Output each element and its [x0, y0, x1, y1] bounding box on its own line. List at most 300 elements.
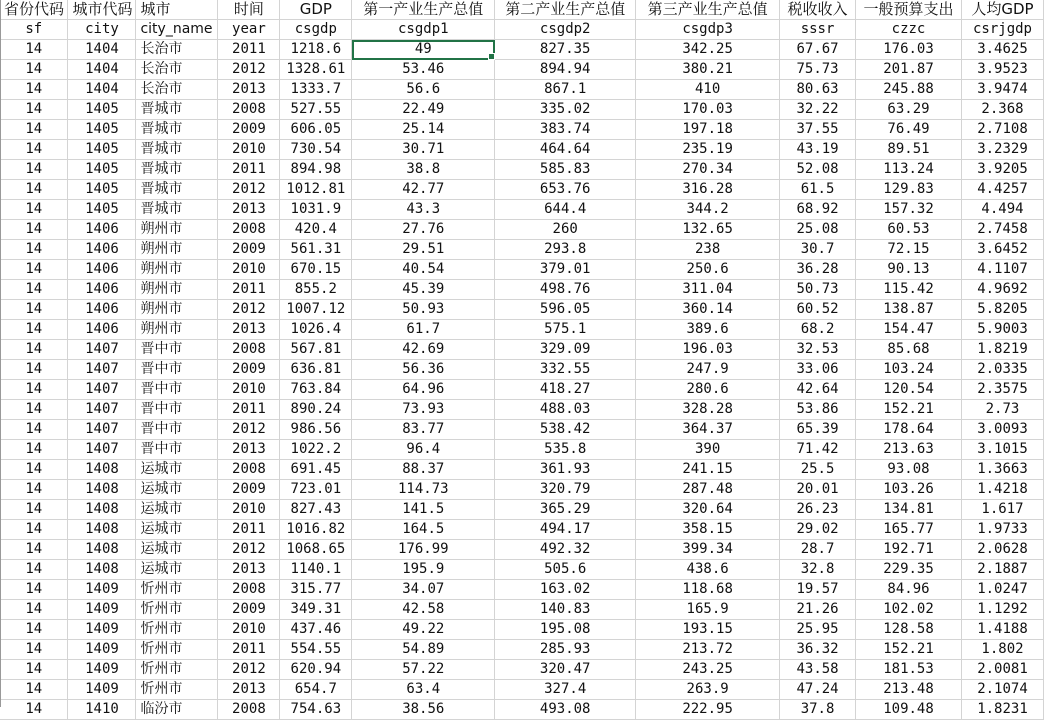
cell[interactable]: 1.4218	[961, 480, 1043, 500]
cell[interactable]: 335.02	[495, 100, 636, 120]
cell[interactable]: 61.5	[780, 180, 856, 200]
cell[interactable]: 361.93	[495, 460, 636, 480]
cell[interactable]: 晋城市	[136, 200, 218, 220]
cell[interactable]: 14	[0, 200, 68, 220]
cell[interactable]: 241.15	[636, 460, 780, 480]
cell[interactable]: 晋中市	[136, 340, 218, 360]
cell[interactable]: 134.81	[856, 500, 962, 520]
cell[interactable]: 53.46	[352, 60, 495, 80]
cell[interactable]: 73.93	[352, 400, 495, 420]
cell[interactable]: 52.08	[780, 160, 856, 180]
cell[interactable]: 195.9	[352, 560, 495, 580]
cell[interactable]: 晋城市	[136, 180, 218, 200]
cell[interactable]: 1407	[68, 420, 136, 440]
cell[interactable]: 56.6	[352, 80, 495, 100]
cell[interactable]: 827.43	[280, 500, 352, 520]
cell[interactable]: 316.28	[636, 180, 780, 200]
cell[interactable]: 36.32	[780, 640, 856, 660]
cell[interactable]: 120.54	[856, 380, 962, 400]
cell[interactable]: 2013	[218, 560, 280, 580]
cell[interactable]: 14	[0, 380, 68, 400]
cell[interactable]: 527.55	[280, 100, 352, 120]
cell[interactable]: 115.42	[856, 280, 962, 300]
cell[interactable]: 1408	[68, 460, 136, 480]
cell[interactable]: 554.55	[280, 640, 352, 660]
cell[interactable]: 103.24	[856, 360, 962, 380]
cell[interactable]: 88.37	[352, 460, 495, 480]
cell[interactable]: 670.15	[280, 260, 352, 280]
cell[interactable]: 运城市	[136, 560, 218, 580]
cell[interactable]: 14	[0, 240, 68, 260]
cell[interactable]: 50.73	[780, 280, 856, 300]
cell[interactable]: 14	[0, 560, 68, 580]
cell[interactable]: 730.54	[280, 140, 352, 160]
cell[interactable]: 1.3663	[961, 460, 1043, 480]
cell[interactable]: 40.54	[352, 260, 495, 280]
cell[interactable]: 358.15	[636, 520, 780, 540]
cell[interactable]: 61.7	[352, 320, 495, 340]
cell[interactable]: 60.53	[856, 220, 962, 240]
cell[interactable]: 42.77	[352, 180, 495, 200]
field-name-cell[interactable]: city	[68, 20, 136, 40]
cell[interactable]: 1333.7	[280, 80, 352, 100]
cell[interactable]: 691.45	[280, 460, 352, 480]
cell[interactable]: 63.29	[856, 100, 962, 120]
cell[interactable]: 14	[0, 480, 68, 500]
cell[interactable]: 855.2	[280, 280, 352, 300]
cell[interactable]: 1.8231	[961, 700, 1043, 720]
cell[interactable]: 754.63	[280, 700, 352, 720]
cell[interactable]: 20.01	[780, 480, 856, 500]
cell[interactable]: 2012	[218, 420, 280, 440]
cell[interactable]: 213.48	[856, 680, 962, 700]
cell[interactable]: 65.39	[780, 420, 856, 440]
cell[interactable]: 晋城市	[136, 100, 218, 120]
cell[interactable]: 14	[0, 440, 68, 460]
cell[interactable]: 1405	[68, 100, 136, 120]
cell[interactable]: 14	[0, 540, 68, 560]
cell[interactable]: 1406	[68, 260, 136, 280]
cell[interactable]: 1409	[68, 660, 136, 680]
cell[interactable]: 14	[0, 600, 68, 620]
cell[interactable]: 213.72	[636, 640, 780, 660]
cell[interactable]: 654.7	[280, 680, 352, 700]
column-header[interactable]: 时间	[218, 0, 280, 20]
cell[interactable]: 596.05	[495, 300, 636, 320]
cell[interactable]: 47.24	[780, 680, 856, 700]
cell[interactable]: 5.9003	[961, 320, 1043, 340]
cell[interactable]: 1407	[68, 340, 136, 360]
cell[interactable]: 晋中市	[136, 440, 218, 460]
cell[interactable]: 1409	[68, 600, 136, 620]
cell[interactable]: 32.8	[780, 560, 856, 580]
cell[interactable]: 196.03	[636, 340, 780, 360]
cell[interactable]: 晋城市	[136, 160, 218, 180]
cell[interactable]: 2.0081	[961, 660, 1043, 680]
cell[interactable]: 34.07	[352, 580, 495, 600]
cell[interactable]: 运城市	[136, 520, 218, 540]
cell[interactable]: 72.15	[856, 240, 962, 260]
cell[interactable]: 164.5	[352, 520, 495, 540]
cell[interactable]: 2009	[218, 480, 280, 500]
cell[interactable]: 运城市	[136, 500, 218, 520]
cell[interactable]: 长治市	[136, 40, 218, 60]
cell[interactable]: 890.24	[280, 400, 352, 420]
cell[interactable]: 1408	[68, 500, 136, 520]
cell[interactable]: 晋城市	[136, 140, 218, 160]
field-name-cell[interactable]: csgdp2	[495, 20, 636, 40]
cell[interactable]: 14	[0, 420, 68, 440]
field-name-cell[interactable]: csgdp3	[636, 20, 780, 40]
cell[interactable]: 19.57	[780, 580, 856, 600]
cell[interactable]: 68.2	[780, 320, 856, 340]
cell[interactable]: 437.46	[280, 620, 352, 640]
cell[interactable]: 4.4257	[961, 180, 1043, 200]
cell[interactable]: 1406	[68, 300, 136, 320]
cell[interactable]: 1140.1	[280, 560, 352, 580]
cell[interactable]: 84.96	[856, 580, 962, 600]
cell[interactable]: 96.4	[352, 440, 495, 460]
column-header[interactable]: 税收收入	[780, 0, 856, 20]
cell[interactable]: 320.47	[495, 660, 636, 680]
cell[interactable]: 1.0247	[961, 580, 1043, 600]
cell[interactable]: 63.4	[352, 680, 495, 700]
cell[interactable]: 2012	[218, 540, 280, 560]
cell[interactable]: 390	[636, 440, 780, 460]
cell[interactable]: 45.39	[352, 280, 495, 300]
cell[interactable]: 1408	[68, 520, 136, 540]
cell[interactable]: 328.28	[636, 400, 780, 420]
cell[interactable]: 420.4	[280, 220, 352, 240]
field-name-cell[interactable]: czzc	[856, 20, 962, 40]
cell[interactable]: 14	[0, 520, 68, 540]
cell[interactable]: 644.4	[495, 200, 636, 220]
cell[interactable]: 忻州市	[136, 620, 218, 640]
cell[interactable]: 2009	[218, 120, 280, 140]
cell[interactable]: 长治市	[136, 80, 218, 100]
cell[interactable]: 71.42	[780, 440, 856, 460]
cell[interactable]: 晋中市	[136, 420, 218, 440]
cell[interactable]: 235.19	[636, 140, 780, 160]
cell[interactable]: 2011	[218, 400, 280, 420]
cell[interactable]: 晋城市	[136, 120, 218, 140]
cell[interactable]: 2.1887	[961, 560, 1043, 580]
cell[interactable]: 朔州市	[136, 320, 218, 340]
cell[interactable]: 247.9	[636, 360, 780, 380]
cell[interactable]: 朔州市	[136, 220, 218, 240]
cell[interactable]: 260	[495, 220, 636, 240]
cell[interactable]: 忻州市	[136, 580, 218, 600]
cell[interactable]: 380.21	[636, 60, 780, 80]
cell[interactable]: 493.08	[495, 700, 636, 720]
cell[interactable]: 2012	[218, 660, 280, 680]
cell[interactable]: 364.37	[636, 420, 780, 440]
cell[interactable]: 43.3	[352, 200, 495, 220]
cell[interactable]: 438.6	[636, 560, 780, 580]
cell[interactable]: 56.36	[352, 360, 495, 380]
cell[interactable]: 140.83	[495, 600, 636, 620]
cell[interactable]: 181.53	[856, 660, 962, 680]
cell[interactable]: 2011	[218, 160, 280, 180]
cell[interactable]: 488.03	[495, 400, 636, 420]
cell[interactable]: 运城市	[136, 540, 218, 560]
cell[interactable]: 26.23	[780, 500, 856, 520]
cell[interactable]: 327.4	[495, 680, 636, 700]
cell[interactable]: 29.02	[780, 520, 856, 540]
cell[interactable]: 1026.4	[280, 320, 352, 340]
cell[interactable]: 176.99	[352, 540, 495, 560]
cell[interactable]: 30.71	[352, 140, 495, 160]
cell[interactable]: 3.2329	[961, 140, 1043, 160]
cell[interactable]: 3.6452	[961, 240, 1043, 260]
cell[interactable]: 14	[0, 460, 68, 480]
cell[interactable]: 42.69	[352, 340, 495, 360]
cell[interactable]: 89.51	[856, 140, 962, 160]
cell[interactable]: 243.25	[636, 660, 780, 680]
cell[interactable]: 1409	[68, 580, 136, 600]
cell[interactable]: 68.92	[780, 200, 856, 220]
cell[interactable]: 14	[0, 140, 68, 160]
field-name-cell[interactable]: csgdp1	[352, 20, 495, 40]
cell[interactable]: 14	[0, 660, 68, 680]
cell[interactable]: 5.8205	[961, 300, 1043, 320]
cell[interactable]: 1328.61	[280, 60, 352, 80]
cell[interactable]: 朔州市	[136, 280, 218, 300]
cell[interactable]: 360.14	[636, 300, 780, 320]
cell[interactable]: 14	[0, 640, 68, 660]
cell[interactable]: 2008	[218, 580, 280, 600]
cell[interactable]: 42.58	[352, 600, 495, 620]
cell[interactable]: 178.64	[856, 420, 962, 440]
cell[interactable]: 2.3575	[961, 380, 1043, 400]
cell[interactable]: 1.617	[961, 500, 1043, 520]
cell[interactable]: 14	[0, 320, 68, 340]
cell[interactable]: 349.31	[280, 600, 352, 620]
cell[interactable]: 14	[0, 60, 68, 80]
cell[interactable]: 636.81	[280, 360, 352, 380]
cell[interactable]: 494.17	[495, 520, 636, 540]
cell[interactable]: 2008	[218, 340, 280, 360]
cell[interactable]: 383.74	[495, 120, 636, 140]
cell[interactable]: 1408	[68, 560, 136, 580]
cell[interactable]: 运城市	[136, 460, 218, 480]
cell[interactable]: 朔州市	[136, 260, 218, 280]
column-header[interactable]: 第二产业生产总值	[495, 0, 636, 20]
cell[interactable]: 1407	[68, 360, 136, 380]
cell[interactable]: 250.6	[636, 260, 780, 280]
cell[interactable]: 85.68	[856, 340, 962, 360]
cell[interactable]: 2011	[218, 280, 280, 300]
cell[interactable]: 538.42	[495, 420, 636, 440]
cell[interactable]: 763.84	[280, 380, 352, 400]
cell[interactable]: 3.4625	[961, 40, 1043, 60]
cell[interactable]: 620.94	[280, 660, 352, 680]
cell[interactable]: 418.27	[495, 380, 636, 400]
cell[interactable]: 170.03	[636, 100, 780, 120]
cell[interactable]: 33.06	[780, 360, 856, 380]
cell[interactable]: 329.09	[495, 340, 636, 360]
cell[interactable]: 2012	[218, 300, 280, 320]
cell[interactable]: 4.494	[961, 200, 1043, 220]
cell[interactable]: 1409	[68, 640, 136, 660]
cell[interactable]: 晋中市	[136, 380, 218, 400]
cell[interactable]: 2011	[218, 640, 280, 660]
cell[interactable]: 2.0628	[961, 540, 1043, 560]
cell[interactable]: 561.31	[280, 240, 352, 260]
cell[interactable]: 410	[636, 80, 780, 100]
cell[interactable]: 1.8219	[961, 340, 1043, 360]
cell[interactable]: 43.19	[780, 140, 856, 160]
cell[interactable]: 14	[0, 360, 68, 380]
cell[interactable]: 2011	[218, 520, 280, 540]
column-header[interactable]: 人均GDP	[961, 0, 1043, 20]
cell[interactable]: 270.34	[636, 160, 780, 180]
cell[interactable]: 14	[0, 100, 68, 120]
cell[interactable]: 1406	[68, 320, 136, 340]
cell[interactable]: 344.2	[636, 200, 780, 220]
cell[interactable]: 1405	[68, 160, 136, 180]
cell[interactable]: 141.5	[352, 500, 495, 520]
cell[interactable]: 42.64	[780, 380, 856, 400]
cell[interactable]: 2013	[218, 200, 280, 220]
cell[interactable]: 1406	[68, 220, 136, 240]
cell[interactable]: 3.0093	[961, 420, 1043, 440]
cell[interactable]: 忻州市	[136, 600, 218, 620]
cell[interactable]: 585.83	[495, 160, 636, 180]
cell[interactable]: 2008	[218, 460, 280, 480]
cell[interactable]: 2008	[218, 700, 280, 720]
field-name-cell[interactable]: sssr	[780, 20, 856, 40]
cell[interactable]: 14	[0, 580, 68, 600]
cell[interactable]: 128.58	[856, 620, 962, 640]
cell[interactable]: 1.9733	[961, 520, 1043, 540]
cell[interactable]: 1405	[68, 120, 136, 140]
cell[interactable]: 2.1074	[961, 680, 1043, 700]
cell[interactable]: 2.7108	[961, 120, 1043, 140]
cell[interactable]: 280.6	[636, 380, 780, 400]
cell[interactable]: 25.14	[352, 120, 495, 140]
cell[interactable]: 653.76	[495, 180, 636, 200]
cell[interactable]: 朔州市	[136, 300, 218, 320]
cell[interactable]: 152.21	[856, 640, 962, 660]
cell[interactable]: 37.8	[780, 700, 856, 720]
cell[interactable]: 132.65	[636, 220, 780, 240]
cell[interactable]: 2009	[218, 240, 280, 260]
cell[interactable]: 1022.2	[280, 440, 352, 460]
cell[interactable]: 2013	[218, 680, 280, 700]
cell[interactable]: 293.8	[495, 240, 636, 260]
cell[interactable]: 1031.9	[280, 200, 352, 220]
cell[interactable]: 14	[0, 180, 68, 200]
cell[interactable]: 2008	[218, 100, 280, 120]
cell[interactable]: 114.73	[352, 480, 495, 500]
cell[interactable]: 27.76	[352, 220, 495, 240]
cell[interactable]: 332.55	[495, 360, 636, 380]
cell[interactable]: 1405	[68, 140, 136, 160]
cell[interactable]: 157.32	[856, 200, 962, 220]
cell[interactable]: 14	[0, 500, 68, 520]
cell[interactable]: 80.63	[780, 80, 856, 100]
cell[interactable]: 忻州市	[136, 680, 218, 700]
cell[interactable]: 1405	[68, 180, 136, 200]
cell[interactable]: 忻州市	[136, 640, 218, 660]
cell[interactable]: 163.02	[495, 580, 636, 600]
cell[interactable]: 14	[0, 220, 68, 240]
cell[interactable]: 朔州市	[136, 240, 218, 260]
cell[interactable]: 长治市	[136, 60, 218, 80]
cell[interactable]: 1012.81	[280, 180, 352, 200]
cell[interactable]: 894.94	[495, 60, 636, 80]
cell[interactable]: 49.22	[352, 620, 495, 640]
cell[interactable]: 忻州市	[136, 660, 218, 680]
field-name-cell[interactable]: sf	[0, 20, 68, 40]
cell[interactable]: 176.03	[856, 40, 962, 60]
cell[interactable]: 75.73	[780, 60, 856, 80]
cell[interactable]: 93.08	[856, 460, 962, 480]
cell[interactable]: 1406	[68, 240, 136, 260]
cell[interactable]: 379.01	[495, 260, 636, 280]
cell[interactable]: 575.1	[495, 320, 636, 340]
cell[interactable]: 1407	[68, 380, 136, 400]
cell[interactable]: 1016.82	[280, 520, 352, 540]
cell[interactable]: 64.96	[352, 380, 495, 400]
cell[interactable]: 30.7	[780, 240, 856, 260]
cell[interactable]: 3.9205	[961, 160, 1043, 180]
cell[interactable]: 118.68	[636, 580, 780, 600]
cell[interactable]: 986.56	[280, 420, 352, 440]
cell[interactable]: 285.93	[495, 640, 636, 660]
cell[interactable]: 1410	[68, 700, 136, 720]
cell[interactable]: 2.7458	[961, 220, 1043, 240]
cell[interactable]: 67.67	[780, 40, 856, 60]
cell[interactable]: 827.35	[495, 40, 636, 60]
cell[interactable]: 245.88	[856, 80, 962, 100]
cell[interactable]: 1.4188	[961, 620, 1043, 640]
field-name-cell[interactable]: csrjgdp	[961, 20, 1043, 40]
cell[interactable]: 867.1	[495, 80, 636, 100]
cell[interactable]: 492.32	[495, 540, 636, 560]
cell[interactable]: 14	[0, 340, 68, 360]
cell[interactable]: 505.6	[495, 560, 636, 580]
cell[interactable]: 25.08	[780, 220, 856, 240]
cell[interactable]: 14	[0, 80, 68, 100]
cell[interactable]: 3.9523	[961, 60, 1043, 80]
cell[interactable]: 2009	[218, 600, 280, 620]
cell[interactable]: 2013	[218, 80, 280, 100]
cell[interactable]: 1.1292	[961, 600, 1043, 620]
cell[interactable]: 152.21	[856, 400, 962, 420]
cell[interactable]: 192.71	[856, 540, 962, 560]
cell[interactable]: 38.8	[352, 160, 495, 180]
cell[interactable]: 464.64	[495, 140, 636, 160]
column-header[interactable]: 第一产业生产总值	[352, 0, 495, 20]
column-header[interactable]: 城市代码	[68, 0, 136, 20]
cell[interactable]: 2011	[218, 40, 280, 60]
cell[interactable]: 1409	[68, 620, 136, 640]
cell[interactable]: 320.64	[636, 500, 780, 520]
cell[interactable]: 1406	[68, 280, 136, 300]
cell[interactable]: 315.77	[280, 580, 352, 600]
cell[interactable]: 晋中市	[136, 360, 218, 380]
field-name-cell[interactable]: city_name	[136, 20, 218, 40]
cell[interactable]: 1408	[68, 540, 136, 560]
cell[interactable]: 3.9474	[961, 80, 1043, 100]
cell[interactable]: 193.15	[636, 620, 780, 640]
cell[interactable]: 14	[0, 300, 68, 320]
cell[interactable]: 2010	[218, 380, 280, 400]
cell[interactable]: 2012	[218, 60, 280, 80]
cell[interactable]: 29.51	[352, 240, 495, 260]
